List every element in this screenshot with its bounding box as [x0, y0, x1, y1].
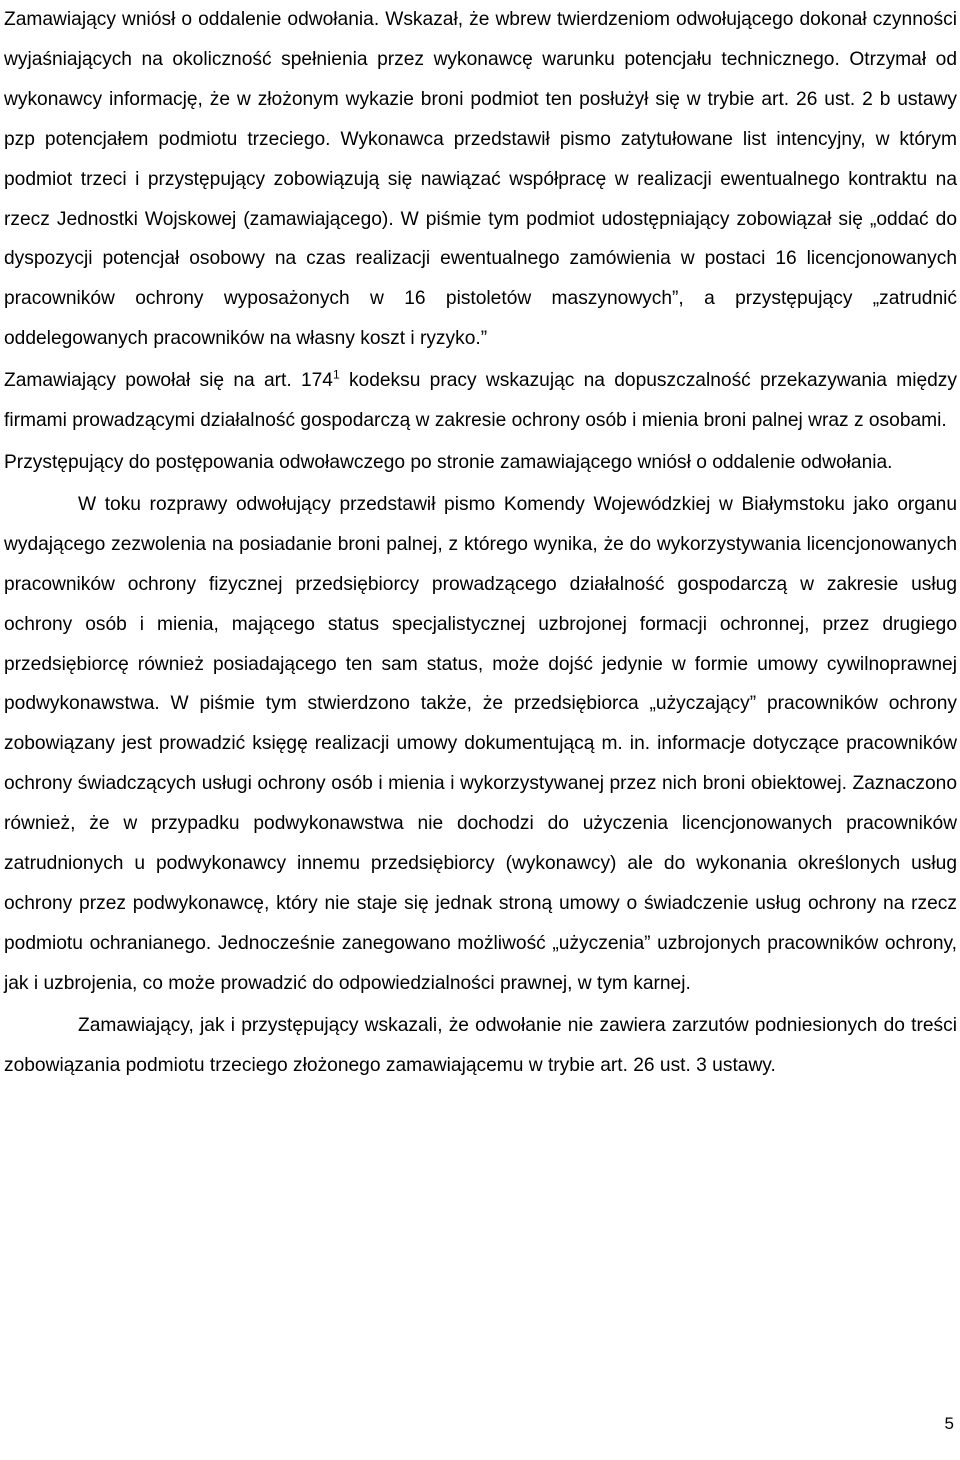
paragraph: [4, 361, 957, 441]
superscript-number: 1: [332, 367, 340, 382]
paragraph-text: Zamawiający powołał się na art. 174: [4, 370, 333, 392]
paragraph: Zamawiający, jak i przystępujący wskazali, że odwołanie nie zawiera zarzutów podniesionych do treści zobowiązania podmiotu trzeciego złożonego zamawiającemu w trybie art. 26 ust. 3 ustawy.: [4, 1014, 957, 1076]
paragraph: Przystępujący do postępowania odwoławczego po stronie zamawiającego wniósł o oddalenie odwołania.: [4, 451, 893, 473]
document-page: [4, 0, 957, 1087]
paragraph-text: kodeksu pracy wskazując na dopuszczalność przekazywania między firmami prowadzącymi działalność gospodarczą w zakresie ochrony osób i mienia broni palnej wraz z osobami.: [4, 370, 957, 432]
paragraph: Zamawiający wniósł o oddalenie odwołania. Wskazał, że wbrew twierdzeniom odwołującego dokonał czynności wyjaśniających na okoliczność spełnienia przez wykonawcę warunku potencjału technicznego. Otrzymał od wykonawcy informację, że w złożonym wykazie broni podmiot ten posłużył się w trybie art. 26 ust. 2 b ustawy pzp potencjałem podmiotu trzeciego. Wykonawca przedstawił pismo zatytułowane list intencyjny, w którym podmiot trzeci i przystępujący zobowiązują się nawiązać współpracę w realizacji ewentualnego kontraktu na rzecz Jednostki Wojskowej (zamawiającego). W piśmie tym podmiot udostępniający zobowiązał się „oddać do dyspozycji potencjał osobowy na czas realizacji ewentualnego zamówienia w postaci 16 licencjonowanych pracowników ochrony wyposażonych w 16 pistoletów maszynowych”, a przystępujący „zatrudnić oddelegowanych pracowników na własny koszt i ryzyko.”: [4, 9, 957, 350]
paragraph: W toku rozprawy odwołujący przedstawił pismo Komendy Wojewódzkiej w Białymstoku jako organu wydającego zezwolenia na posiadanie broni palnej, z którego wynika, że do wykorzystywania licencjonowanych pracowników ochrony fizycznej przedsiębiorcy prowadzącego działalność gospodarczą w zakresie usług ochrony osób i mienia, mającego status specjalistycznej uzbrojonej formacji ochronnej, przez drugiego przedsiębiorcę również posiadającego ten sam status, może dojść jedynie w formie umowy cywilnoprawnej podwykonawstwa. W piśmie tym stwierdzono także, że przedsiębiorca „użyczający” pracowników ochrony zobowiązany jest prowadzić księgę realizacji umowy dokumentującą m. in. informacje dotyczące pracowników ochrony świadczących usługi ochrony osób i mienia i wykorzystywanej przez nich broni obiektowej. Zaznaczono również, że w przypadku podwykonawstwa nie dochodzi do użyczenia licencjonowanych pracowników zatrudnionych u podwykonawcy innemu przedsiębiorcy (wykonawcy) ale do wykonania określonych usług ochrony przez podwykonawcę, który nie staje się jednak stroną umowy o świadczenie usług ochrony na rzecz podmiotu ochranianego. Jednocześnie zanegowano możliwość „użyczenia” uzbrojonych pracowników ochrony, jak i uzbrojenia, co może prowadzić do odpowiedzialności prawnej, w tym karnej.: [4, 493, 957, 994]
page-number: 5: [944, 1414, 954, 1433]
